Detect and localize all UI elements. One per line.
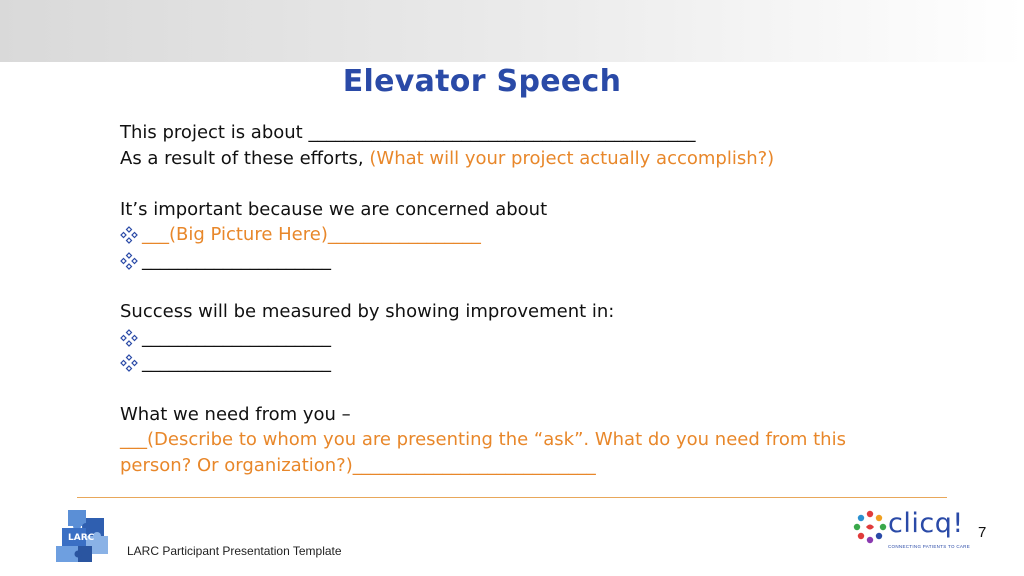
diamond-bullet-icon [120,226,138,244]
header-band [0,0,1024,62]
diamond-bullet-icon [120,252,138,270]
bullet-text: _____________________ [142,249,331,271]
diamond-bullet-icon [120,329,138,347]
slide-title: Elevator Speech [342,64,622,99]
slide-body [120,120,940,478]
footer-divider [77,497,947,498]
ask-prompt [120,427,910,478]
bullet-text: ___(Big Picture Here)_________________ [142,224,481,246]
result-prompt: (What will your project actually accomplish?) [369,147,775,169]
template-label: LARC Participant Presentation Template [127,544,342,558]
larc-logo [54,508,116,564]
diamond-bullet-icon [120,354,138,372]
ask-blank: ___________________________ [352,454,596,476]
page-number: 7 [978,524,987,541]
ask-prompt-text: ___(Describe to whom you are presenting the “ask”. What do you need from this person? Or organization?) [120,429,846,476]
bullet-text: _____________________ [142,326,331,348]
clicq-tagline: CONNECTING PATIENTS TO CARE [888,544,971,549]
bullet-item [120,222,940,248]
bullet-item [120,350,940,376]
bullet-text: _____________________ [142,352,331,374]
project-about-line: This project is about ___________________________________________ [120,122,696,143]
result-prefix: As a result of these efforts, [120,147,370,169]
success-line: Success will be measured by showing improvement in: [120,301,615,323]
bullet-item [120,248,940,274]
bullet-item [120,325,940,351]
clicq-logo-text: clicq! [888,508,964,539]
need-line: What we need from you – [120,403,351,425]
result-line [120,146,940,172]
svg-text:LARC: LARC [68,533,95,543]
important-line: It’s important because we are concerned about [120,198,548,220]
